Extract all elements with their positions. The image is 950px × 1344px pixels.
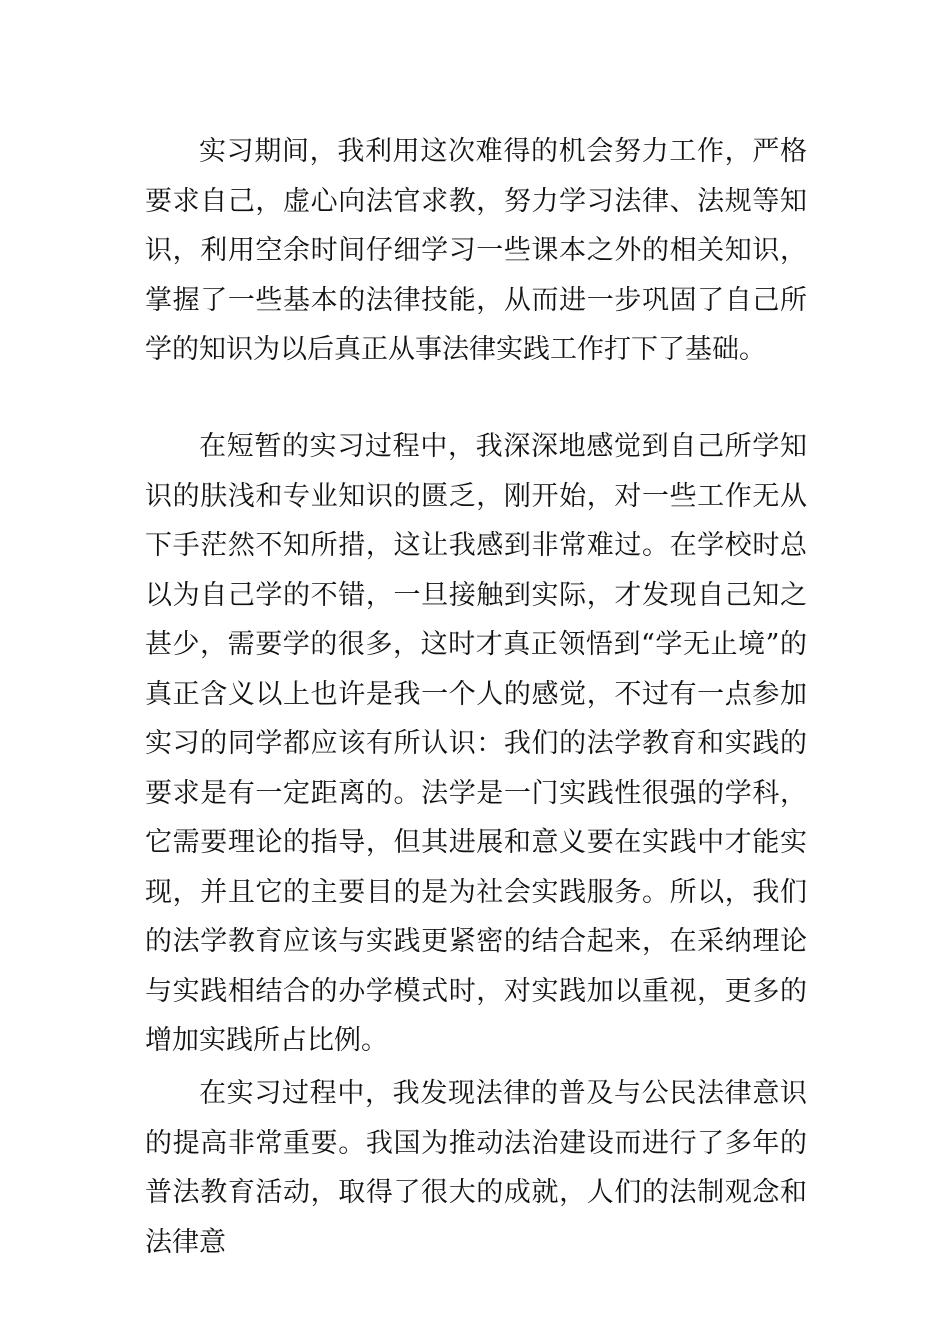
paragraph-knowledge-gap: 在短暂的实习过程中，我深深地感觉到自己所学知识的肤浅和专业知识的匮乏，刚开始，对一些工作无从下手茫然不知所措，这让我感到非常难过。在学校时总以为自己学的不错，一旦接触到实际，才发现自己知之甚少，需要学的很多，这时才真正领悟到“学无止境”的真正含义以上也许是我一个人的感觉，不过有一点参加实习的同学都应该有所认识：我们的法学教育和实践的要求是有一定距离的。法学是一门实践性很强的学科，它需要理论的指导，但其进展和意义要在实践中才能实现，并且它的主要目的是为社会实践服务。所以，我们的法学教育应该与实践更紧密的结合起来，在采纳理论与实践相结合的办学模式时，对实践加以重视，更多的增加实践所占比例。 xyxy=(145,431,807,1056)
paragraph-internship-effort: 实习期间，我利用这次难得的机会努力工作，严格要求自己，虚心向法官求教，努力学习法律、法规等知识，利用空余时间仔细学习一些课本之外的相关知识，掌握了一些基本的法律技能，从而进一步巩固了自己所学的知识为以后真正从事法律实践工作打下了基础。 xyxy=(145,136,807,365)
paragraph-legal-awareness: 在实习过程中，我发现法律的普及与公民法律意识的提高非常重要。我国为推动法治建设而进行了多年的普法教育活动，取得了很大的成就，人们的法制观念和法律意 xyxy=(145,1078,807,1258)
